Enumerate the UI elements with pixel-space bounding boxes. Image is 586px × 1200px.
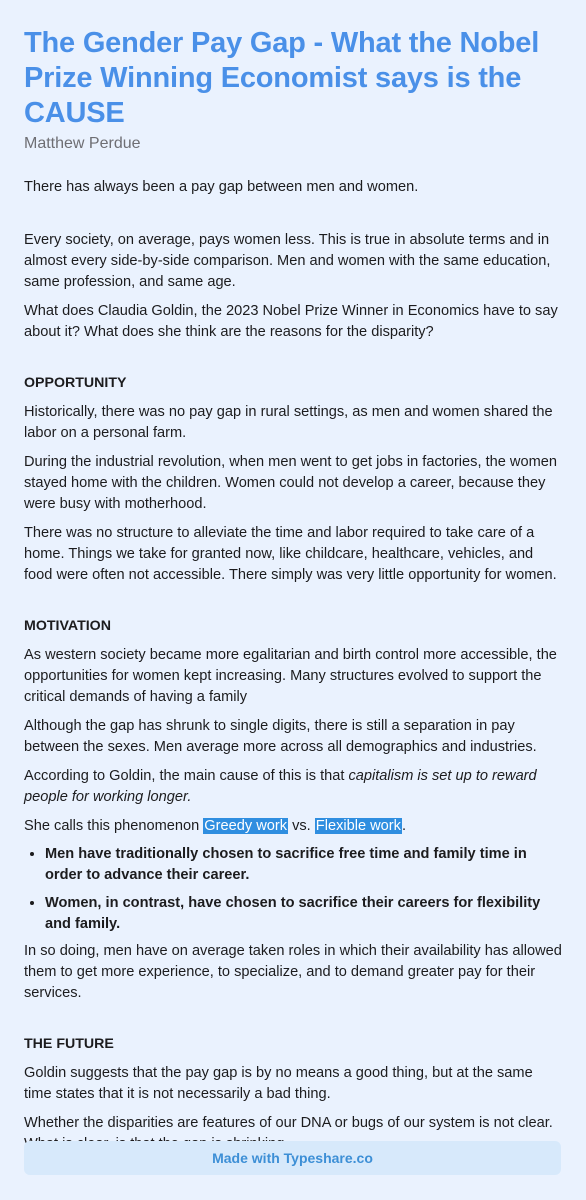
list-item: • Men have traditionally chosen to sacrifice free time and family time in order to advance their career. <box>45 843 562 886</box>
bullet-list <box>24 843 562 935</box>
period-text: . <box>401 818 407 834</box>
versus-text: vs. <box>288 818 315 834</box>
motivation-paragraph-5: In so doing, men have on average taken roles in which their availability has allowed them to get more experience, to specialize, and to demand greater pay for their services. <box>24 943 562 1001</box>
section-heading-future: THE FUTURE <box>24 1036 114 1052</box>
section-heading-motivation: MOTIVATION <box>24 618 111 634</box>
motivation-paragraph-1: As western society became more egalitarian and birth control more accessible, the opportunities for women kept increasing. Many structures evolved to support the critical demands of having a family <box>24 647 557 705</box>
article-title: The Gender Pay Gap - What the Nobel Prize Winning Economist says is the CAUSE <box>24 27 540 129</box>
highlight-flexible-work: Flexible work <box>315 818 401 834</box>
opportunity-paragraph-2: During the industrial revolution, when men went to get jobs in factories, the women stayed home with the children. Women could not develop a career, because they were busy with motherhood. <box>24 454 557 512</box>
motivation-paragraph-3 <box>24 766 562 808</box>
intro-paragraph-1: There has always been a pay gap between men and women. <box>24 179 419 195</box>
opportunity-paragraph-1: Historically, there was no pay gap in rural settings, as men and women shared the labor on a personal farm. <box>24 404 553 441</box>
section-heading-opportunity: OPPORTUNITY <box>24 375 127 391</box>
highlight-greedy-work: Greedy work <box>204 818 288 834</box>
typeshare-badge[interactable]: Made with Typeshare.co <box>24 1141 561 1175</box>
list-item: • Women, in contrast, have chosen to sacrifice their careers for flexibility and family. <box>45 892 562 935</box>
phenomenon-intro-text: She calls this phenomenon <box>24 818 204 834</box>
author-name: Matthew Perdue <box>24 135 141 152</box>
intro-paragraph-2: Every society, on average, pays women less. This is true in absolute terms and in almost every side-by-side comparison. Men and women with the same education, same profession, and same age. <box>24 232 551 290</box>
future-paragraph-2: Whether the disparities are features of our DNA or bugs of our system is not clear. <box>24 1115 553 1131</box>
opportunity-paragraph-3: There was no structure to alleviate the time and labor required to take care of a home. Things we take for granted now, like childcare, healthcare, vehicles, and food were often not accessible. There simply was very little opportunity for women. <box>24 525 557 583</box>
motivation-paragraph-3-text: According to Goldin, the main cause of this is that <box>24 768 349 784</box>
intro-paragraph-3: What does Claudia Goldin, the 2023 Nobel Prize Winner in Economics have to say about it? What does she think are the reasons for the disparity? <box>24 303 558 340</box>
future-paragraph-1: Goldin suggests that the pay gap is by no means a good thing, but at the same time states that it is not necessarily a bad thing. <box>24 1065 533 1102</box>
motivation-paragraph-2: Although the gap has shrunk to single digits, there is still a separation in pay between the sexes. Men average more across all demographics and industries. <box>24 718 537 755</box>
motivation-paragraph-4 <box>24 816 562 837</box>
emphasis-text: capitalism is set up to reward people for working longer. <box>24 768 537 805</box>
